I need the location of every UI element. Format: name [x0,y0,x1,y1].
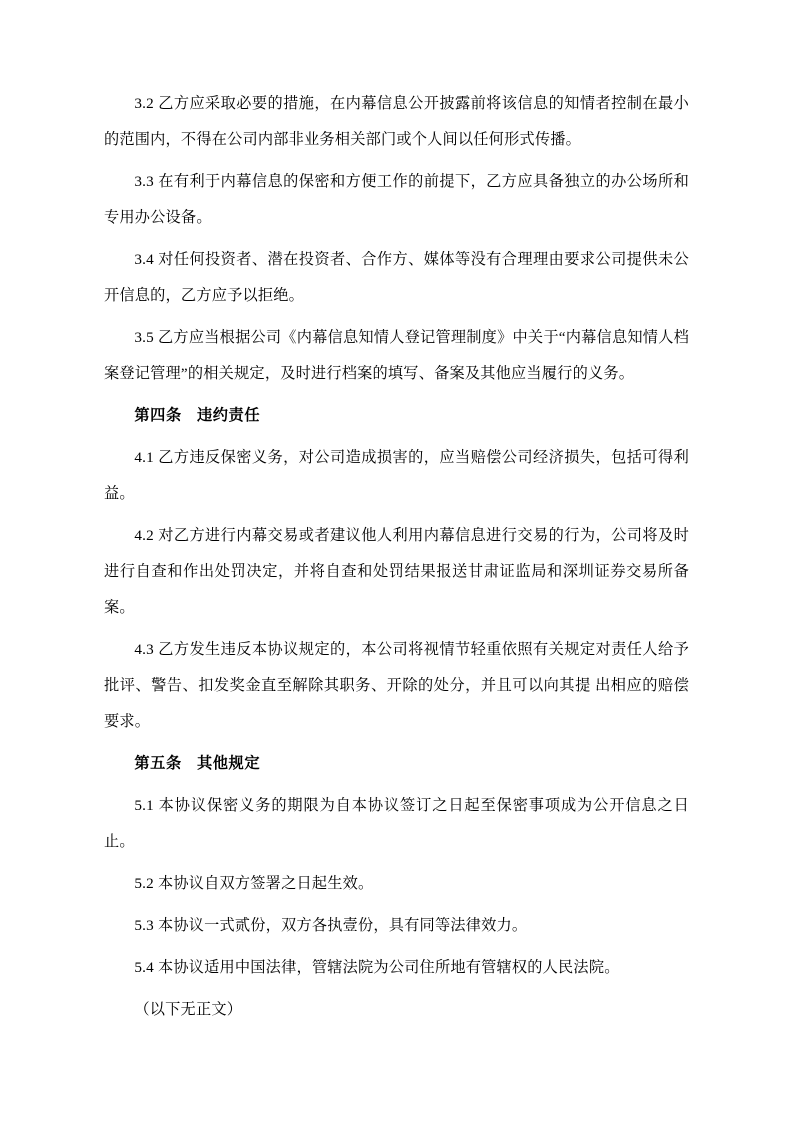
section-number-article-5: 第五条 [134,755,182,772]
document-body [104,86,689,1028]
section-heading-article-4 [104,398,689,434]
section-title-article-5: 其他规定 [196,755,261,772]
clause-paragraph-4-1: 4.1 乙方违反保密义务，对公司造成损害的，应当赔偿公司经济损失，包括可得利益。 [104,449,689,502]
clause-paragraph-4-2: 4.2 对乙方进行内幕交易或者建议他人利用内幕信息进行交易的行为，公司将及时进行自查和作出处罚决定，并将自查和处罚结果报送甘肃证监局和深圳证券交易所备案。 [104,527,689,616]
clause-paragraph-5-3: 5.3 本协议一式贰份，双方各执壹份，具有同等法律效力。 [134,917,528,934]
clause-paragraph-3-4: 3.4 对任何投资者、潜在投资者、合作方、媒体等没有合理理由要求公司提供未公开信息的，乙方应予以拒绝。 [104,251,689,304]
section-heading-article-5 [104,746,689,782]
clause-paragraph-5-4: 5.4 本协议适用中国法律，管辖法院为公司住所地有管辖权的人民法院。 [134,959,620,976]
closing-note: （以下无正文） [134,1001,243,1018]
clause-paragraph-3-2: 3.2 乙方应采取必要的措施，在内幕信息公开披露前将该信息的知情者控制在最小的范围内，不得在公司内部非业务相关部门或个人间以任何形式传播。 [104,95,689,148]
clause-paragraph-4-3: 4.3 乙方发生违反本协议规定的，本公司将视情节轻重依照有关规定对责任人给予批评、警告、扣发奖金直至解除其职务、开除的处分，并且可以向其提 出相应的赔偿要求。 [104,641,689,730]
clause-paragraph-5-2: 5.2 本协议自双方签署之日起生效。 [134,875,374,892]
section-title-article-4: 违约责任 [196,407,261,424]
clause-paragraph-3-3: 3.3 在有利于内幕信息的保密和方便工作的前提下，乙方应具备独立的办公场所和专用办公设备。 [104,173,689,226]
clause-paragraph-5-1: 5.1 本协议保密义务的期限为自本协议签订之日起至保密事项成为公开信息之日止。 [104,797,689,850]
section-number-article-4: 第四条 [134,407,182,424]
clause-paragraph-3-5: 3.5 乙方应当根据公司《内幕信息知情人登记管理制度》中关于“内幕信息知情人档案登记管理”的相关规定，及时进行档案的填写、备案及其他应当履行的义务。 [104,329,689,382]
